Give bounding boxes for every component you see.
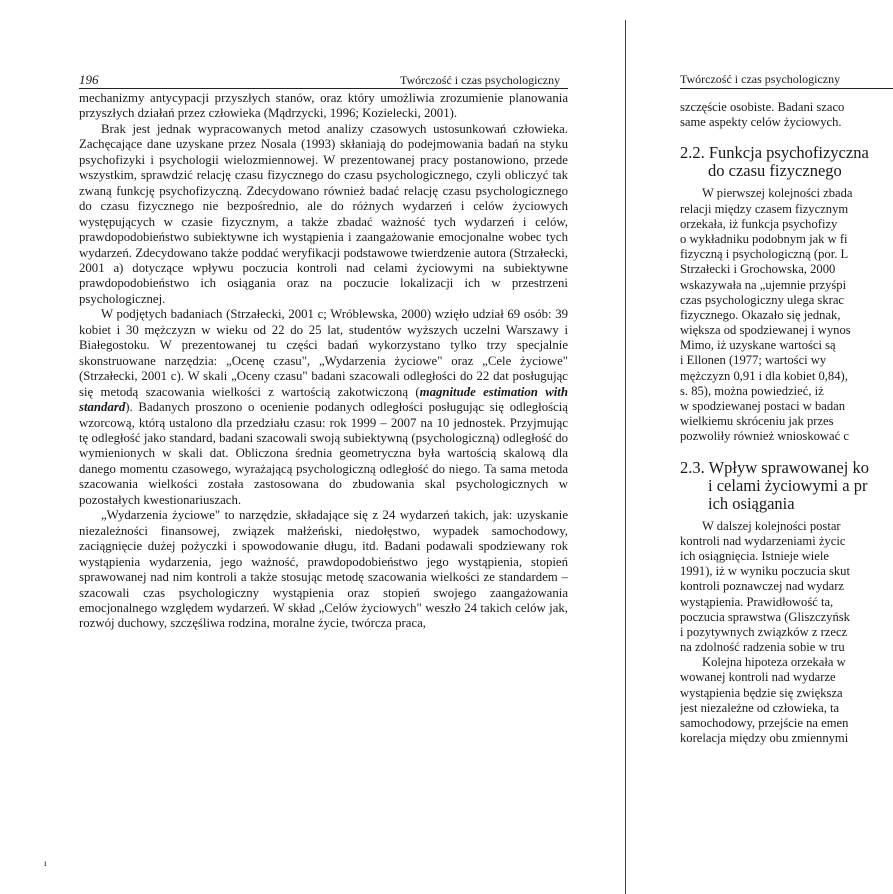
text-line: wowanej kontroli nad wydarze: [680, 670, 836, 685]
text-line: większa od spodziewanej i wynos: [680, 323, 851, 338]
text-line: Strzałecki i Grochowska, 2000: [680, 262, 836, 277]
running-header-left: Twórczość i czas psychologiczny: [400, 73, 561, 87]
text-line: relacji między czasem fizycznym: [680, 201, 849, 216]
italic-term: magnitude estimation with standard: [79, 384, 568, 415]
heading-line: ich osiągania: [708, 493, 795, 513]
text-line: samochodowy, przejście na emen: [680, 716, 849, 730]
running-header-right: Twórczość i czas psychologiczny: [680, 72, 841, 86]
heading-line: 2.2. Funkcja psychofizyczna: [680, 143, 869, 163]
section-heading-2-3: [680, 459, 893, 513]
text-line: 1991), iż w wyniku poczucia skut: [680, 564, 850, 579]
left-body-text: [79, 91, 568, 632]
text-line: s. 85), można powiedzieć, iż: [680, 383, 824, 398]
page-number: 196: [79, 72, 99, 87]
text-line: wystąpienia będzie się zwiększa: [680, 685, 843, 700]
right-page: [630, 0, 893, 894]
text-line: orzekała, iż funkcja psychofizy: [680, 216, 838, 231]
paragraph: „Wydarzenia życiowe" to narzędzie, składające się z 24 wydarzeń takich, jak: uzyskanie niezależności finansowej, związek małżeński, niedołęstwo, wypadek samochodowy, zaciągnięcie dużej pożyczki i spowodowanie długu, itd. Badani podawali spodziewany rok wystąpienia wydarzenia, jego ważność, prawdopodobieństwo jego wystąpienia, stopień sprawowanej nad nim kontroli a także stosując metodę szacowania wielkości ze standardem – szacowali czas psychologiczny wystąpienia oraz stopień swojego zaangażowania emocjonalnego względem wydarzeń. W skład „Celów życiowych" weszło 24 takich celów jak, rozwój duchowy, szczęśliwa rodzina, moralne życie, twórcza praca,: [79, 508, 568, 631]
header-rule-right: [680, 88, 893, 89]
margin-mark: ı: [44, 858, 47, 868]
text-line: na zdolność radzenia sobie w tru: [680, 640, 845, 655]
text-line: w spodziewanej postaci w badan: [680, 399, 846, 413]
text-line: poczucia sprawstwa (Gliszczyńsk: [680, 609, 850, 624]
text-line: pozwoliły również wnioskować c: [680, 429, 849, 444]
text-line: W dalszej kolejności postar: [702, 518, 841, 533]
text-line: korelacja między obu zmiennymi: [680, 731, 849, 746]
text-line: wskazywała na „ujemnie przyśpi: [680, 277, 847, 292]
paragraph: mechanizmy antycypacji przyszłych stanów, oraz który umożliwia zrozumienie planowania przyszłych działań przez człowieka (Mądrzycki, 1996; Kozielecki, 2001).: [79, 91, 568, 121]
text-line: wielkiemu skróceniu jak przes: [680, 414, 834, 429]
text-line: ich osiągnięcia. Istnieje wiele: [680, 548, 829, 563]
right-body-text: [680, 100, 893, 746]
paragraph: [79, 307, 568, 508]
text-line: W pierwszej kolejności zbada: [702, 186, 853, 201]
heading-line: do czasu fizycznego: [708, 161, 842, 181]
text-line: mężczyzn 0,91 i dla kobiet 0,84),: [680, 368, 848, 383]
page-gutter: [625, 20, 626, 894]
section-heading-2-2: [680, 144, 893, 180]
text-line: szczęście osobiste. Badani szaco: [680, 100, 845, 114]
text-line: fizycznego. Okazało się jednak,: [680, 307, 841, 322]
paragraph-text: ). Badanych proszono o ocenienie podanych odległości posługując się odległością wzorcową, którą ustalono dla przedziału czasu: rok 1999 – 2007 na 10 jednostek. Przyjmując tę odległość jako standard, badani szacowali swoją subiektywną (psychologiczną) odległość do wymienionych w skali dat. Obliczona średnia geometryczna była wartością skalową dla danego momentu czasowego, wyrażającą psychologiczną odległość do niego. Ta sama metoda szacowania wielkości została zastosowana do zbudowania skal psychologicznych w pozostałych kwestionariuszach.: [79, 400, 568, 507]
heading-line: 2.3. Wpływ sprawowanej ko: [680, 457, 869, 477]
heading-line: i celami życiowymi a pr: [708, 475, 868, 495]
text-line: kontroli nad wydarzeniami życic: [680, 533, 846, 548]
header-rule-left: [79, 88, 568, 89]
paragraph: Brak jest jednak wypracowanych metod analizy czasowych ustosunkowań człowieka. Zachęcające dane uzyskane przez Nosala (1993) skłaniają do podejmowania badań na styku psychofizyki i psychologii wielozmiennowej. W prezentowanej pracy postanowiono, przede wszystkim, sprawdzić relację czasu fizycznego do czasu psychologicznego, czyli obliczyć tak zwaną funkcję psychofizyczną. Zdecydowano również badać relację czasu psychologicznego do czasu fizycznego nie bezpośrednio, ale do różnych wydarzeń i celów życiowych występujących w czasie fizycznym, a także zbadać ważność tych wydarzeń i celów, prawdopodobieństwo subiektywne ich wystąpienia i zaangażowanie emocjonalne wobec tych wydarzeń. Zdecydowano także poddać weryfikacji podstawowe twierdzenie autora (Strzałecki, 2001 a) dotyczące wpływu poczucia kontroli nad celami życiowymi na subiektywne prawdopodobieństwo ich osiągania oraz na poczucie lokalizacji ich w przestrzeni psychologicznej.: [79, 121, 568, 306]
text-line: i Ellonen (1977; wartości wy: [680, 353, 827, 368]
text-line: czas psychologiczny ulega skrac: [680, 292, 845, 307]
text-line: wystąpienia. Prawidłowość ta,: [680, 594, 834, 609]
section-2-2-text: [680, 186, 893, 444]
paragraph-text: W podjętych badaniach (Strzałecki, 2001 c; Wróblewska, 2000) wzięło udział 69 osób: 39 kobiet i 30 mężczyzn w wieku od 22 do 25 lat, studentów wyższych uczelni Warszawy i Białegostoku. W prezentowanej tu części badań wykorzystano tylko trzy specjalnie skonstruowane narzędzia: „Ocenę czasu", „Wydarzenia życiowe" oraz „Cele życiowe" (Strzałecki, 2001 c). W skali „Oceny czasu" badani szacowali odległości do 22 dat posługując się metodą szacowania wielkości z wartością zakotwiczoną (: [79, 307, 568, 399]
text-line: fizyczną i psychologiczną (por. L: [680, 247, 849, 262]
text-line: i pozytywnych związków z rzecz: [680, 624, 848, 639]
text-line: same aspekty celów życiowych.: [680, 115, 842, 130]
text-line: Mimo, iż uzyskane wartości są: [680, 338, 836, 353]
text-line: jest niezależne od człowieka, ta: [680, 700, 840, 715]
text-line: o wykładniku podobnym jak w fi: [680, 231, 848, 246]
text-line: kontroli poznawczej nad wydarz: [680, 579, 845, 594]
section-2-3-text: [680, 519, 893, 747]
text-line: Kolejna hipoteza orzekała w: [702, 655, 846, 670]
